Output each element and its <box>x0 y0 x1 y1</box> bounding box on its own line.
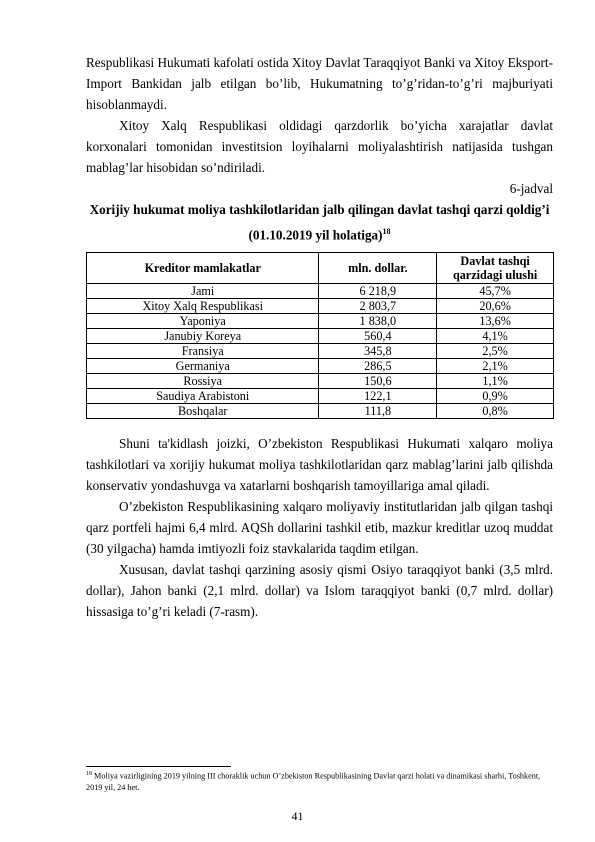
page-number: 41 <box>291 809 304 823</box>
cell-creditor: Rossiya <box>87 374 319 389</box>
table-row <box>87 314 554 329</box>
cell-share: 2,5% <box>437 344 554 359</box>
cell-amount: 150,6 <box>319 374 437 389</box>
header-amount: mln. dollar. <box>319 253 437 284</box>
table-row <box>87 344 554 359</box>
table-row <box>87 329 554 344</box>
paragraph-1: Respublikasi Hukumati kafolati ostida Xitoy Davlat Taraqqiyot Banki va Xitoy Eksport- Import Bankidan jalb etilgan bo’lib, Hukumatning to’g’ridan-to’g’ri majburiyati hisoblanmaydi. <box>86 55 553 112</box>
header-share: Davlat tashqi qarzidagi ulushi <box>437 253 554 284</box>
cell-creditor: Xitoy Xalq Respublikasi <box>87 299 319 314</box>
paragraph-5: Xususan, davlat tashqi qarzining asosiy qismi Osiyo taraqqiyot banki (3,5 mlrd. dollar), Jahon banki (2,1 mlrd. dollar) va Islom taraqqiyot banki (0,7 mlrd. dollar) hissasiga to’g’ri keladi (7-rasm). <box>86 562 553 620</box>
cell-share: 45,7% <box>437 284 554 299</box>
cell-amount: 2 803,7 <box>319 299 437 314</box>
footnote-number: 18 <box>86 771 92 777</box>
footnote-marker: 18 <box>382 227 391 236</box>
footnote-text: Moliya vazirligining 2019 yilning III choraklik uchun O’zbekiston Respublikasining Davlat qarzi holati va dinamikasi sharhi, Toshkent, 2019 yil, 24 bet. <box>86 771 541 792</box>
cell-creditor: Janubiy Koreya <box>87 329 319 344</box>
cell-amount: 1 838,0 <box>319 314 437 329</box>
paragraph-3: Shuni ta'kidlash joizki, O’zbekiston Respublikasi Hukumati xalqaro moliya tashkilotlari va xorijiy hukumat moliya tashkilotlaridan qarz mablag’larini jalb qilishda konservativ yondashuvga va xatarlarni boshqarish tamoyillariga amal qiladi. <box>86 436 553 494</box>
debt-table <box>86 252 554 419</box>
cell-creditor: Saudiya Arabistoni <box>87 389 319 404</box>
cell-creditor: Fransiya <box>87 344 319 359</box>
cell-creditor: Germaniya <box>87 359 319 374</box>
cell-share: 0,8% <box>437 404 554 419</box>
table-title <box>86 199 553 246</box>
cell-amount: 560,4 <box>319 329 437 344</box>
cell-amount: 286,5 <box>319 359 437 374</box>
table-row <box>87 359 554 374</box>
cell-share: 20,6% <box>437 299 554 314</box>
table-row <box>87 284 554 299</box>
cell-amount: 122,1 <box>319 389 437 404</box>
cell-share: 4,1% <box>437 329 554 344</box>
table-header-row <box>87 253 554 284</box>
footnote-divider <box>86 766 231 767</box>
cell-creditor: Jami <box>87 284 319 299</box>
table-row <box>87 374 554 389</box>
cell-share: 1,1% <box>437 374 554 389</box>
cell-amount: 6 218,9 <box>319 284 437 299</box>
paragraph-4: O’zbekiston Respublikasining xalqaro moliyaviy institutlaridan jalb qilgan tashqi qarz portfeli hajmi 6,4 mlrd. AQSh dollarini tashkil etib, mazkur kreditlar uzoq muddat (30 yilgacha) hamda imtiyozli foiz stavkalarida taqdim etilgan. <box>86 499 553 557</box>
footnote <box>86 769 553 793</box>
cell-creditor: Yaponiya <box>87 314 319 329</box>
table-row <box>87 389 554 404</box>
header-creditor: Kreditor mamlakatlar <box>87 253 319 284</box>
cell-amount: 345,8 <box>319 344 437 359</box>
cell-creditor: Boshqalar <box>87 404 319 419</box>
table-reference: 6-jadval <box>509 181 553 196</box>
table-row <box>87 299 554 314</box>
cell-amount: 111,8 <box>319 404 437 419</box>
cell-share: 2,1% <box>437 359 554 374</box>
cell-share: 13,6% <box>437 314 554 329</box>
body-after-table <box>86 433 553 622</box>
page-body <box>86 52 553 622</box>
table-row <box>87 404 554 419</box>
paragraph-2: Xitoy Xalq Respublikasi oldidagi qarzdorlik bo’yicha xarajatlar davlat korxonalari tomonidan investitsion loyihalarni moliyalashtirish natijasida tushgan mablag’lar hisobidan so’ndiriladi. <box>86 118 553 175</box>
cell-share: 0,9% <box>437 389 554 404</box>
table-title-text: Xorijiy hukumat moliya tashkilotlaridan jalb qilingan davlat tashqi qarzi qoldig’i (01.10.2019 yil holatiga) <box>89 202 550 243</box>
